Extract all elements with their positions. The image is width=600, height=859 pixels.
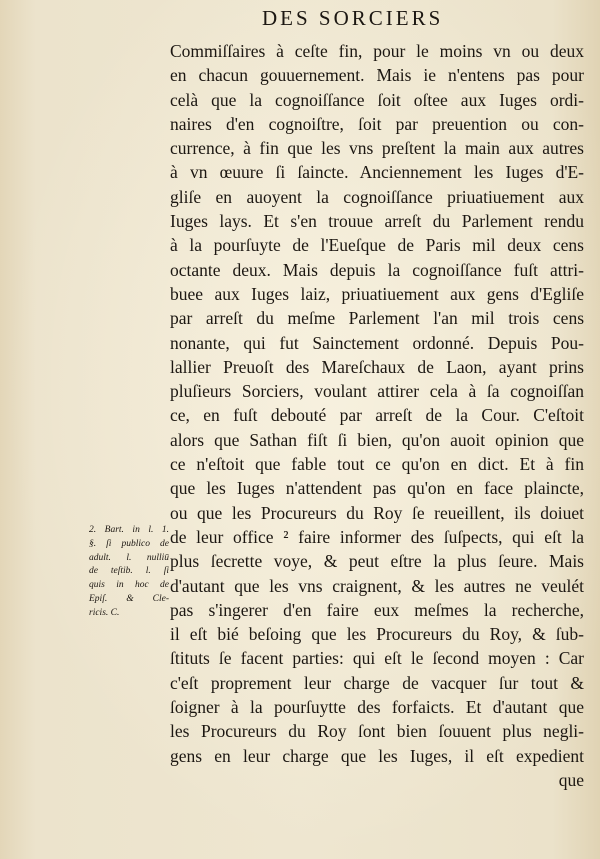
text-line: nonante, qui fut Sainctement ordonné. Depuis Pou- bbox=[170, 332, 584, 353]
text-line: que les Iuges n'attendent pas qu'on en face plaincte, bbox=[170, 478, 584, 499]
text-line: naires d'en cognoiſtre, ſoit par preuention ou con- bbox=[170, 113, 584, 134]
text-line: les Procureurs du Roy ſont bien ſouuent plus negli- bbox=[170, 721, 584, 742]
text-line: ce, en fuſt debouté par arreſt de la Cour. C'eſtoit bbox=[170, 405, 584, 426]
marginal-note-line: 2. Bart. in l. 1. bbox=[89, 525, 169, 535]
text-line: buee aux Iuges laiz, priuatiuement aux gens d'Egliſe bbox=[170, 283, 584, 304]
text-line: par arreſt du meſme Parlement l'an mil trois cens bbox=[170, 308, 584, 329]
text-line: en chacun gouuernement. Mais ie n'entens pas pour bbox=[170, 65, 584, 86]
text-line: gliſe en auoyent la cognoiſſance priuatiuement aux bbox=[170, 186, 584, 207]
marginal-note bbox=[89, 524, 169, 621]
text-line: il eſt bié beſoing que les Procureurs du Roy, & ſub- bbox=[170, 624, 584, 645]
running-title: DES SORCIERS bbox=[262, 6, 444, 30]
text-line: Commiſſaires à ceſte fin, pour le moins vn ou deux bbox=[170, 41, 584, 61]
text-line: pas s'ingerer d'en faire eux meſmes la recherche, bbox=[170, 599, 584, 620]
text-line: Iuges lays. Et s'en trouue arreſt du Parlement rendu bbox=[170, 211, 584, 232]
text-line: alors que Sathan fiſt ſi bien, qu'on auoit opinion que bbox=[170, 429, 584, 450]
marginal-note-line: Epiſ. & Cle- bbox=[89, 593, 169, 604]
text-line: de leur office ² faire informer des ſuſpects, qui eſt la bbox=[170, 526, 584, 547]
marginal-note-line: adult. l. nulliū bbox=[89, 552, 169, 563]
text-line: c'eſt proprement leur charge de vacquer ſur tout & bbox=[170, 672, 584, 693]
text-line: celà que la cognoiſſance ſoit oſtee aux Iuges ordi- bbox=[170, 89, 584, 110]
text-line: à la pourſuyte de l'Eueſque de Paris mil deux cens bbox=[170, 235, 584, 256]
marginal-note-line: de teſtib. l. ſi bbox=[89, 566, 169, 577]
text-line: lallier Preuoſt des Mareſchaux de Laon, ayant prins bbox=[170, 356, 584, 377]
marginal-note-line: quis in hoc de bbox=[89, 580, 169, 591]
text-line: à vn œuure ſi ſaincte. Anciennement les Iuges d'E- bbox=[170, 162, 584, 183]
text-line: ſtituts ſe facent parties: qui eſt le ſecond moyen : Car bbox=[170, 648, 584, 669]
text-line: ou que les Procureurs du Roy ſe reueillent, ils doiuet bbox=[170, 502, 584, 523]
text-line: plus ſecrette voye, & peut eſtre la plus ſeure. Mais bbox=[170, 551, 584, 572]
text-line: ce n'eſtoit que fable tout ce qu'on en dict. Et à fin bbox=[170, 454, 584, 475]
catchword: que bbox=[558, 769, 584, 790]
marginal-note-line: §. ſi publico de bbox=[89, 538, 169, 549]
text-line: d'autant que les vns craignent, & les autres ne veulét bbox=[170, 575, 584, 596]
marginal-note-line: ricis. C. bbox=[89, 607, 120, 618]
text-line: currence, à fin que les vns preſtent la main aux autres bbox=[170, 138, 584, 159]
text-line: pluſieurs Sorciers, voulant attirer cela à ſa cognoiſſan bbox=[170, 381, 584, 402]
text-line: gens en leur charge que les Iuges, il eſt expedient bbox=[170, 745, 584, 766]
main-text-block bbox=[170, 39, 584, 792]
text-line: ſoigner à la pourſuytte des forfaicts. Et d'autant que bbox=[170, 697, 584, 718]
text-line: octante deux. Mais depuis la cognoiſſance fuſt attri- bbox=[170, 259, 584, 280]
